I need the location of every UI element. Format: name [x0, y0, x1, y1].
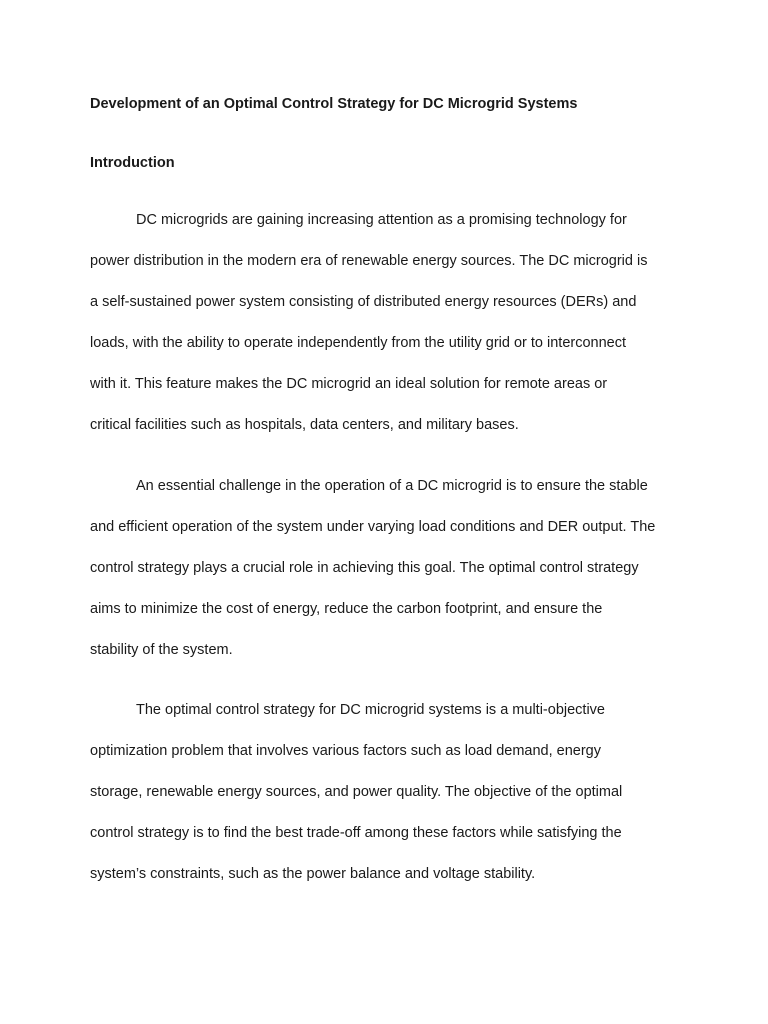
paragraph-2 — [90, 466, 690, 671]
paragraph-line: control strategy is to find the best trade-off among these factors while satisfying the — [90, 825, 622, 841]
paragraph-line: and efficient operation of the system under varying load conditions and DER output. The — [90, 519, 656, 535]
paragraph-line: stability of the system. — [90, 642, 233, 658]
section-heading: Introduction — [90, 155, 175, 171]
paragraph-line: loads, with the ability to operate independently from the utility grid or to interconnect — [90, 335, 626, 351]
paragraph-line: control strategy plays a crucial role in achieving this goal. The optimal control strategy — [90, 560, 639, 576]
paragraph-line: power distribution in the modern era of renewable energy sources. The DC microgrid is — [90, 253, 648, 269]
paragraph-line: with it. This feature makes the DC microgrid an ideal solution for remote areas or — [90, 376, 608, 392]
paragraph-line: system’s constraints, such as the power balance and voltage stability. — [90, 866, 536, 882]
paragraph-line: The optimal control strategy for DC microgrid systems is a multi-objective — [136, 702, 605, 718]
paragraph-line: aims to minimize the cost of energy, reduce the carbon footprint, and ensure the — [90, 601, 603, 617]
paragraph-1 — [90, 200, 690, 446]
paragraph-line: critical facilities such as hospitals, data centers, and military bases. — [90, 417, 519, 433]
paragraph-line: a self-sustained power system consisting of distributed energy resources (DERs) and — [90, 294, 637, 310]
paragraph-line: optimization problem that involves various factors such as load demand, energy — [90, 743, 601, 759]
paragraph-line: storage, renewable energy sources, and power quality. The objective of the optimal — [90, 784, 623, 800]
paragraph-3 — [90, 690, 690, 895]
paragraph-line: An essential challenge in the operation of a DC microgrid is to ensure the stable — [136, 478, 648, 494]
paragraph-line: DC microgrids are gaining increasing attention as a promising technology for — [136, 212, 627, 228]
document-title: Development of an Optimal Control Strategy for DC Microgrid Systems — [90, 96, 578, 112]
